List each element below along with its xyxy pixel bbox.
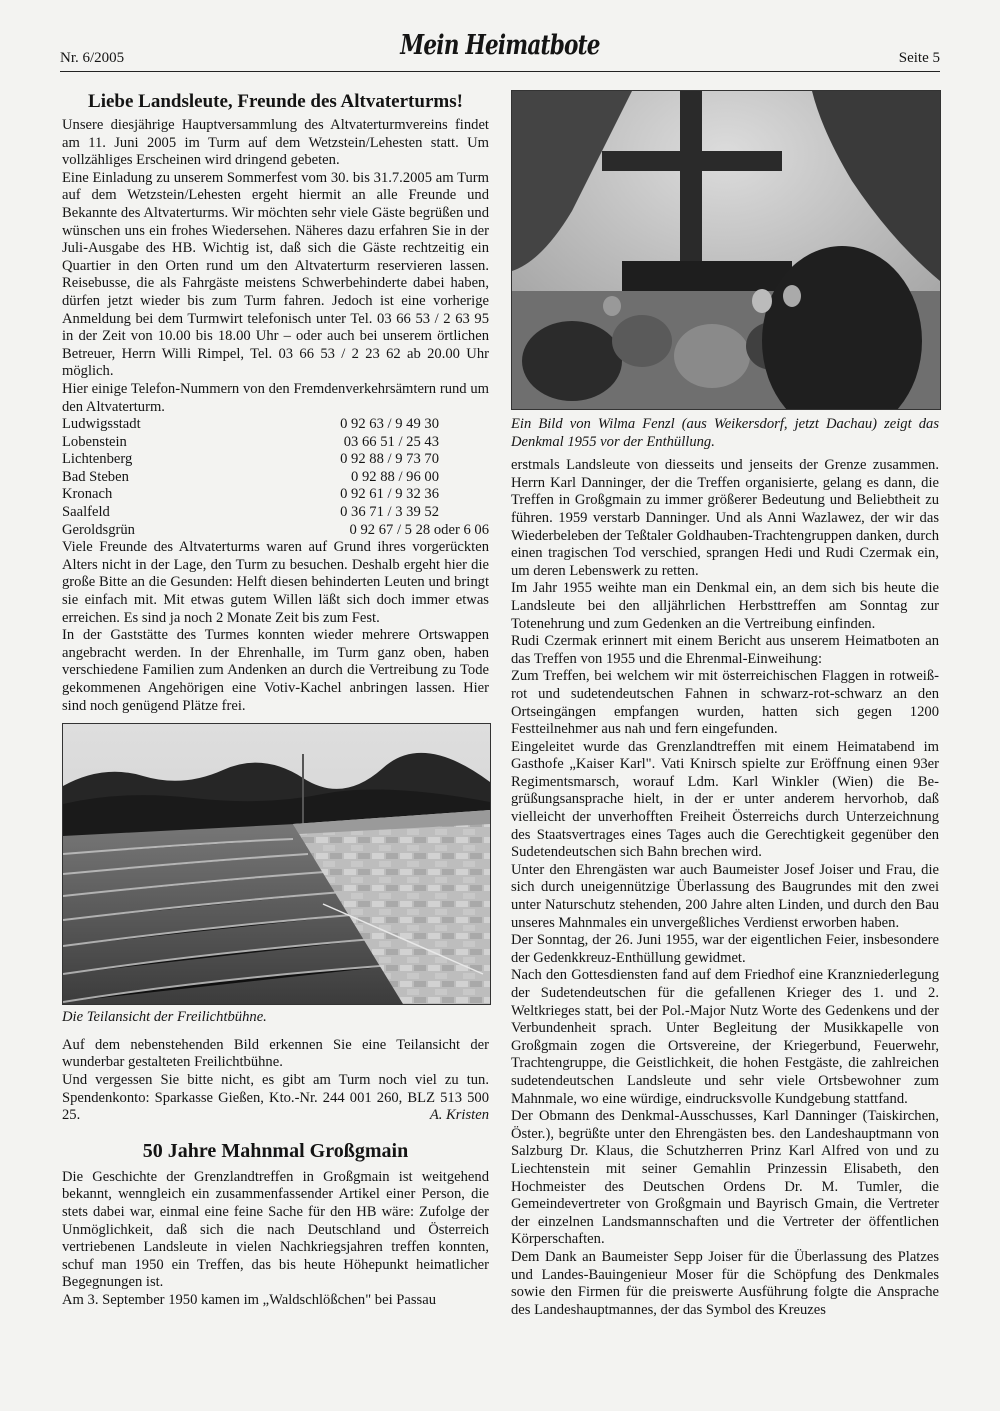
- place-name: Saalfeld: [62, 504, 110, 521]
- phone-number: 0 92 61 / 9 32 36: [340, 486, 439, 503]
- paragraph: Rudi Czermak erinnert mit einem Bericht aus unserem Heimatboten an das Treffen von 1955 und die Ehrenmal-Einweihung:: [511, 633, 939, 667]
- paragraph: Der Sonntag, der 26. Juni 1955, war der eigentlichen Feier, insbesondere der Gedenkkreuz-Enthüllung gewidmet.: [511, 932, 939, 966]
- right-column: [511, 90, 939, 1319]
- table-row: [62, 469, 489, 487]
- paragraph: Und vergessen Sie bitte nicht, es gibt am Turm noch viel zu tun. Spendenkonto: Sparkasse Gießen, Kto.-Nr. 244 001 260, BLZ 513 500 25.: [62, 1071, 489, 1124]
- paragraph: Viele Freunde des Altvaterturms waren auf Grund ihres vorgerückten Alters nicht in der Lage, den Turm zu besuchen. Deshalb ergeht hier die große Bitte an die Gesunden: Helft diesen behinderten Leuten und bringt sie einfach mit. Mit etwas gutem Willen läßt sich doch immer etwas erreichen. Es sind ja noch 2 Monate Zeit bis zum Fest.: [62, 539, 489, 626]
- paragraph: Eingeleitet wurde das Grenzlandtreffen mit einem Heimatabend im Gasthofe „Kaiser Karl". Vati Knirsch spielte zur Eröffnung einen 93er Regimentsmarsch, worauf Ldm. Karl Winkler (Wien) die Begrüßungsansprache hielt, in der er unter anderem hervorhob, daß vielleicht der unverhofften Freiheit Österreichs durch Unterzeichnung des Staatsvertrages eines Tages auch die Gerechtigkeit gegenüber den Sudetendeutschen sich Bahn brechen wird.: [511, 738, 939, 861]
- paragraph: Unsere diesjährige Hauptversammlung des Altvaterturmvereins findet am 11. Juni 2005 im Turm auf dem Wetzstein/Lehesten statt. Um vollzähliges Erscheinen wird dringend gebeten.: [62, 117, 489, 169]
- paragraph: Die Geschichte der Grenzlandtreffen in Großgmain ist weitgehend bekannt, wenngleich ein zusammenfassender Artikel einer Person, die stets dabei war, einmal eine feine Sache für den HB wäre: Zufolge der Unmöglichkeit, daß sich die nach Deutschland und Österreich vertriebenen Landsleute in vielen Nachkriegsjahren treffen konnten, schuf man 1950 ein Treffen, das bis heute Höhepunkt heimatlicher Begegnungen ist.: [62, 1168, 489, 1291]
- phone-number-table: [62, 416, 489, 539]
- photo-caption: Ein Bild von Wilma Fenzl (aus Weikersdorf, jetzt Dachau) zeigt das Denkmal 1955 vor der Enthüllung.: [511, 416, 939, 450]
- paragraph: Nach den Gottesdiensten fand auf dem Friedhof eine Kranzniederlegung der Sudetendeutschen für die gefallenen Krieger des 1. und 2. Weltkrieges statt, bei der Pol.-Major Nutz Worte des Gedenkens und der Verbundenheit sprach. Unter Begleitung der Musikkapelle von Großgmain zogen die Ortsvereine, der Kriegerbund, Feuerwehr, Trachtengruppe, die Geistlichkeit, die hohen Festgäste, die zahlreichen sudetendeutschen Landsleute und sehr viele Ortsbewohner zum Mahnmale, wo eine würdige, eindrucksvolle Kundgebung stattfand.: [511, 967, 939, 1107]
- article-title: Liebe Landsleute, Freunde des Altvaterturms!: [88, 91, 463, 112]
- paragraph: erstmals Landsleute von diesseits und jenseits der Grenze zusammen. Herrn Karl Danninger, der die Treffen organisierte, gelang es dann, die Treffen in Großgmain zu immer größerer Bedeutung und Beliebtheit zu führen. 1959 verstarb Danninger. Und als Anni Wazlawez, der wir das Wiederbeleben der Teßtaler Goldhauben-Trachtengruppen danken, durch einen tragischen Tod verschied, sprangen Hedi und Rudi Czermak ein, um deren Lebenswerk zu retten.: [511, 457, 939, 579]
- open-air-stage-photo: [62, 723, 491, 1005]
- paragraph: In der Gaststätte des Turmes konnten wieder mehrere Ortswappen angebracht werden. In der Ehrenhalle, im Turm ganz oben, haben verschiedene Familien zum Andenken an durch die Vertreibung zu Tode gekommenen Angehörigen eine Votiv-Kachel anbringen lassen. Hier sind noch genügend Plätze frei.: [62, 627, 489, 714]
- place-name: Lobenstein: [62, 433, 127, 450]
- table-row: [62, 416, 489, 434]
- header-rule: [60, 71, 940, 72]
- place-name: Kronach: [62, 486, 113, 503]
- paragraph: Hier einige Telefon-Nummern von den Fremdenverkehrsämtern rund um den Altvaterturm.: [62, 380, 489, 415]
- phone-number: 0 92 88 / 9 73 70: [340, 451, 439, 468]
- paragraph: Unter den Ehrengästen war auch Baumeister Josef Joiser und Frau, die sich durch uneigennützige Überlassung des Baugrundes mit den zwei unter Naturschutz stehenden, 200 Jahre alten Linden, und durch den Bau unseres Mahnmales ein unvergeßliches Verdienst erworben haben.: [511, 861, 939, 931]
- photo-caption: Die Teilansicht der Freilichtbühne.: [62, 1009, 267, 1026]
- author-signature: A. Kristen: [429, 1106, 489, 1123]
- place-name: Lichtenberg: [62, 451, 133, 468]
- phone-number: 0 92 67 / 5 28 oder 6 06: [349, 521, 489, 538]
- article-title: 50 Jahre Mahnmal Großgmain: [142, 1139, 409, 1162]
- table-row: [62, 504, 489, 522]
- table-row: [62, 486, 489, 504]
- memorial-cross-image: [512, 91, 940, 409]
- table-row: [62, 522, 489, 540]
- phone-number: 0 92 88 / 96 00: [351, 468, 439, 485]
- paragraph: Dem Dank an Baumeister Sepp Joiser für die Überlassung des Platzes und Landes-Bauingenieur Moser für die Schöpfung des Denkmales sowie den Firmen für die preiswerte Ausführung folgte die Ansprache des Landeshauptmannes, der das Symbol des Kreuzes: [511, 1248, 939, 1318]
- issue-number: Nr. 6/2005: [60, 50, 125, 66]
- place-name: Geroldsgrün: [62, 521, 135, 538]
- paragraph: Der Obmann des Denkmal-Ausschusses, Karl Danninger (Taiskirchen, Öster.), begrüßte unter den Ehrengästen bes. den Landeshauptmann von Salzburg Dr. Klaus, die Schutzherren Prinz Karl Alfred von und zu Liechtenstein mit seiner Gemahlin Prinzessin Elisabeth, den Hochmeister des Deutschen Ordens Dr. M. Tumler, die Gemeindevertreter von Großgmain und Bayrisch Gmain, die Vertreter der einzelnen Landsmannschaften und die Vertreter der öffentlichen Körperschaften.: [511, 1108, 939, 1248]
- place-name: Ludwigsstadt: [62, 416, 141, 433]
- table-row: [62, 434, 489, 452]
- place-name: Bad Steben: [62, 468, 129, 485]
- masthead-logo: Mein Heimatbote: [400, 30, 600, 61]
- page-number: Seite 5: [898, 50, 940, 66]
- phone-number: 0 36 71 / 3 39 52: [340, 504, 439, 521]
- memorial-cross-photo: [511, 90, 941, 410]
- paragraph: Im Jahr 1955 weihte man ein Denkmal ein, an dem sich bis heute die Landsleute bei den alljährlichen Herbsttreffen am Sonntag zur Totenehrung und zum Gedenken an die Vertreibung einfinden.: [511, 580, 939, 632]
- paragraph: Am 3. September 1950 kamen im „Waldschlößchen" bei Passau: [62, 1291, 436, 1308]
- left-column: [62, 90, 489, 1310]
- paragraph: Auf dem nebenstehenden Bild erkennen Sie eine Teilansicht der wunderbar gestalteten Freilichtbühne.: [62, 1036, 489, 1071]
- phone-number: 03 66 51 / 25 43: [343, 433, 439, 450]
- phone-number: 0 92 63 / 9 49 30: [340, 416, 439, 433]
- open-air-stage-image: [63, 724, 490, 1004]
- table-row: [62, 451, 489, 469]
- paragraph: Eine Einladung zu unserem Sommerfest vom 30. bis 31.7.2005 am Turm auf dem Wetzstein/Lehesten ergeht hiermit an alle Freunde und Bekannte des Altvaterturms. Wir möchten sehr viele Gäste begrüßen und wünschen uns ein frohes Wiedersehen. Näheres dazu erfahren Sie in der Juli-Ausgabe des HB. Wichtig ist, daß sich die Gäste rechtzeitig ein Quartier in den Orten rund um den Altvaterturm reservieren lassen. Reisebusse, die als Fahrgäste meistens Schwerbehinderte dabei haben, dürfen jetzt wieder bis zum Turm fahren. Jedoch ist eine vorherige Anmeldung bei dem Turmwirt telefonisch unter Tel. 03 66 53 / 2 63 95 in der Zeit von 10.00 bis 18.00 Uhr – oder auch bei unserem örtlichen Betreuer, Herrn Willi Rimpel, Tel. 03 66 53 / 2 23 62 ab 20.00 Uhr möglich.: [62, 169, 489, 380]
- paragraph: Zum Treffen, bei welchem wir mit österreichischen Flaggen in rotweiß-rot und sudetendeutschen Fahnen in schwarz-rot-schwarz an den Ortseingängen empfangen wurden, hatten sich gegen 1200 Festteilnehmer aus nah und fern eingefunden.: [511, 668, 939, 738]
